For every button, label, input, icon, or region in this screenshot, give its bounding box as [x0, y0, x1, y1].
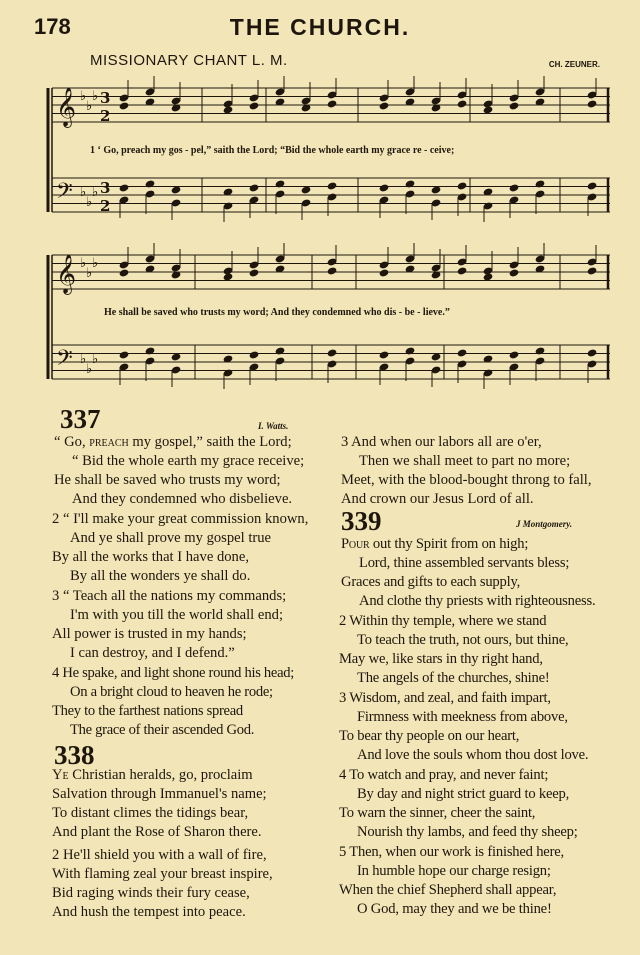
hymn-339-verse-1: [341, 535, 595, 611]
music-score: [0, 0, 640, 400]
bass-clef-icon: 𝄢: [56, 179, 73, 209]
note-head: [145, 346, 156, 355]
verse-line: Salvation through Immanuel's name;: [52, 786, 267, 802]
verse-line: Pour out thy Spirit from on high;: [341, 536, 529, 552]
verse-line: 3 Wisdom, and zeal, and faith impart,: [339, 690, 551, 706]
music-lyric-line-1: 1 ‘ Go, preach my gos - pel,” saith the Lord; “Bid the whole earth my grace re - ceive;: [90, 145, 455, 156]
note-head: [457, 348, 468, 357]
verse-line: With flaming zeal your breast inspire,: [52, 866, 273, 882]
verse-line: To bear thy people on our heart,: [339, 728, 520, 744]
note-head: [535, 346, 546, 355]
verse-line: In humble hope our charge resign;: [357, 863, 551, 879]
verse-line: On a bright cloud to heaven he rode;: [70, 684, 273, 700]
verse-line: He shall be saved who trusts my word;: [54, 472, 281, 488]
hymn-author-339: J Montgomery.: [516, 519, 573, 529]
verse-line: Graces and gifts to each supply,: [341, 574, 521, 590]
verse-line: The angels of the churches, shine!: [357, 670, 550, 686]
note-head: [587, 348, 598, 357]
note-head: [509, 101, 520, 110]
verse-line: “ Go, preach my gospel,” saith the Lord;: [54, 434, 292, 450]
verse-line: By day and night strict guard to keep,: [357, 786, 570, 802]
bass-clef-icon: 𝄢: [56, 346, 73, 376]
flat-icon: ♭: [80, 256, 87, 271]
verse-line: Nourish thy lambs, and feed thy sheep;: [357, 824, 578, 840]
treble-clef-icon: 𝄞: [56, 254, 77, 294]
flat-icon: ♭: [92, 352, 99, 367]
flat-icon: ♭: [86, 266, 93, 281]
hymn-number-338: 338: [54, 740, 95, 770]
note-head: [327, 99, 338, 108]
verse-line: By all the works that I have done,: [52, 549, 249, 565]
hymn-339-verse-3: [339, 689, 588, 765]
flat-icon: ♭: [80, 352, 87, 367]
note-head: [119, 350, 130, 359]
flat-icon: ♭: [92, 89, 99, 104]
verse-line: Then we shall meet to part no more;: [359, 453, 571, 469]
flat-icon: ♭: [80, 89, 87, 104]
note-head: [509, 268, 520, 277]
note-head: [509, 350, 520, 359]
verse-line: 4 He spake, and light shone round his head;: [52, 665, 295, 681]
note-head: [119, 183, 130, 192]
verse-line: All power is trusted in my hands;: [52, 626, 247, 642]
verse-line: 2 He'll shield you with a wall of fire,: [52, 847, 267, 863]
hymn-337-left: [54, 433, 304, 509]
verse-line: 3 “ Teach all the nations my commands;: [52, 588, 287, 604]
verse-line: And crown our Jesus Lord of all.: [341, 491, 534, 507]
note-head: [405, 179, 416, 188]
verse-line: Lord, thine assembled servants bless;: [359, 555, 570, 571]
note-head: [327, 181, 338, 190]
note-head: [249, 350, 260, 359]
note-head: [379, 350, 390, 359]
note-head: [509, 183, 520, 192]
verse-line: When the chief Shepherd shall appear,: [339, 882, 557, 898]
flat-icon: ♭: [86, 195, 93, 210]
verse-line: And plant the Rose of Sharon there.: [52, 824, 262, 840]
note-head: [379, 183, 390, 192]
note-head: [457, 266, 468, 275]
hymn-339-verse-2: [339, 612, 568, 688]
hymn-337-verse-3-right: [341, 433, 592, 509]
verse-line: And ye shall prove my gospel true: [70, 530, 272, 546]
hymn-337-verse-2: [52, 510, 308, 586]
treble-clef-icon: 𝄞: [56, 87, 77, 127]
note-head: [379, 101, 390, 110]
hymn-338-verse-2: [52, 846, 273, 922]
note-head: [327, 266, 338, 275]
note-head: [457, 181, 468, 190]
verse-line: “ Bid the whole earth my grace receive;: [72, 453, 305, 469]
note-head: [249, 101, 260, 110]
time-signature: 3: [100, 179, 111, 197]
verse-line: And they condemned who disbelieve.: [72, 491, 293, 507]
tune-name: MISSIONARY CHANT L. M.: [90, 52, 288, 69]
note-head: [379, 268, 390, 277]
note-head: [405, 346, 416, 355]
hymn-339-verse-4: [339, 766, 578, 842]
verse-line: They to the farthest nations spread: [52, 703, 243, 719]
flat-icon: ♭: [86, 99, 93, 114]
verse-line: I can destroy, and I defend.”: [70, 645, 235, 661]
note-head: [145, 179, 156, 188]
verse-line: May we, like stars in thy right hand,: [339, 651, 543, 667]
verse-line: Bid raging winds their fury cease,: [52, 885, 250, 901]
verse-line: And love the souls whom thou dost love.: [357, 747, 589, 763]
verse-line: The grace of their ascended God.: [70, 722, 255, 738]
note-head: [249, 268, 260, 277]
note-head: [275, 179, 286, 188]
verse-line: 3 And when our labors all are o'er,: [341, 434, 542, 450]
verse-line: And clothe thy priests with righteousness.: [359, 593, 596, 609]
verse-line: Firmness with meekness from above,: [357, 709, 568, 725]
verse-line: To warn the sinner, cheer the saint,: [339, 805, 536, 821]
page-number: 178: [34, 14, 71, 39]
note-head: [275, 346, 286, 355]
verse-line: To distant climes the tidings bear,: [52, 805, 249, 821]
music-lyric-line-2: He shall be saved who trusts my word; And they condemned who dis - be - lieve.”: [104, 307, 450, 318]
verse-line: To teach the truth, not ours, but thine,: [357, 632, 569, 648]
hymn-338-verse-1: [52, 766, 267, 842]
verse-line: I'm with you till the world shall end;: [70, 607, 283, 623]
note-head: [587, 266, 598, 275]
note-head: [535, 179, 546, 188]
hymn-author-337: I. Watts.: [258, 421, 289, 431]
hymn-337-verse-4: [52, 664, 294, 740]
note-head: [587, 181, 598, 190]
verse-line: Ye Christian heralds, go, proclaim: [52, 767, 253, 783]
flat-icon: ♭: [86, 362, 93, 377]
hymn-337-verse-3: [52, 587, 286, 663]
verse-line: 4 To watch and pray, and never faint;: [339, 767, 549, 783]
verse-line: 5 Then, when our work is finished here,: [339, 844, 564, 860]
hymn-number-337: 337: [60, 404, 101, 434]
note-head: [587, 99, 598, 108]
note-head: [119, 101, 130, 110]
verse-line: By all the wonders ye shall do.: [70, 568, 251, 584]
hymn-number-339: 339: [341, 506, 382, 536]
flat-icon: ♭: [92, 185, 99, 200]
verse-line: 2 “ I'll make your great commission known,: [52, 511, 309, 527]
verse-line: 2 Within thy temple, where we stand: [339, 613, 547, 629]
note-head: [457, 99, 468, 108]
note-head: [327, 348, 338, 357]
time-signature: 2: [100, 107, 111, 125]
verse-line: And hush the tempest into peace.: [52, 904, 246, 920]
time-signature: 3: [100, 89, 111, 107]
verse-line: O God, may they and we be thine!: [357, 901, 552, 917]
note-head: [249, 183, 260, 192]
time-signature: 2: [100, 197, 111, 215]
composer: CH. ZEUNER.: [548, 60, 600, 69]
hymn-339-verse-5: [339, 843, 564, 919]
flat-icon: ♭: [92, 256, 99, 271]
note-head: [119, 268, 130, 277]
page-title: THE CHURCH.: [229, 14, 411, 40]
verse-line: Meet, with the blood-bought throng to fall,: [341, 472, 592, 488]
flat-icon: ♭: [80, 185, 87, 200]
